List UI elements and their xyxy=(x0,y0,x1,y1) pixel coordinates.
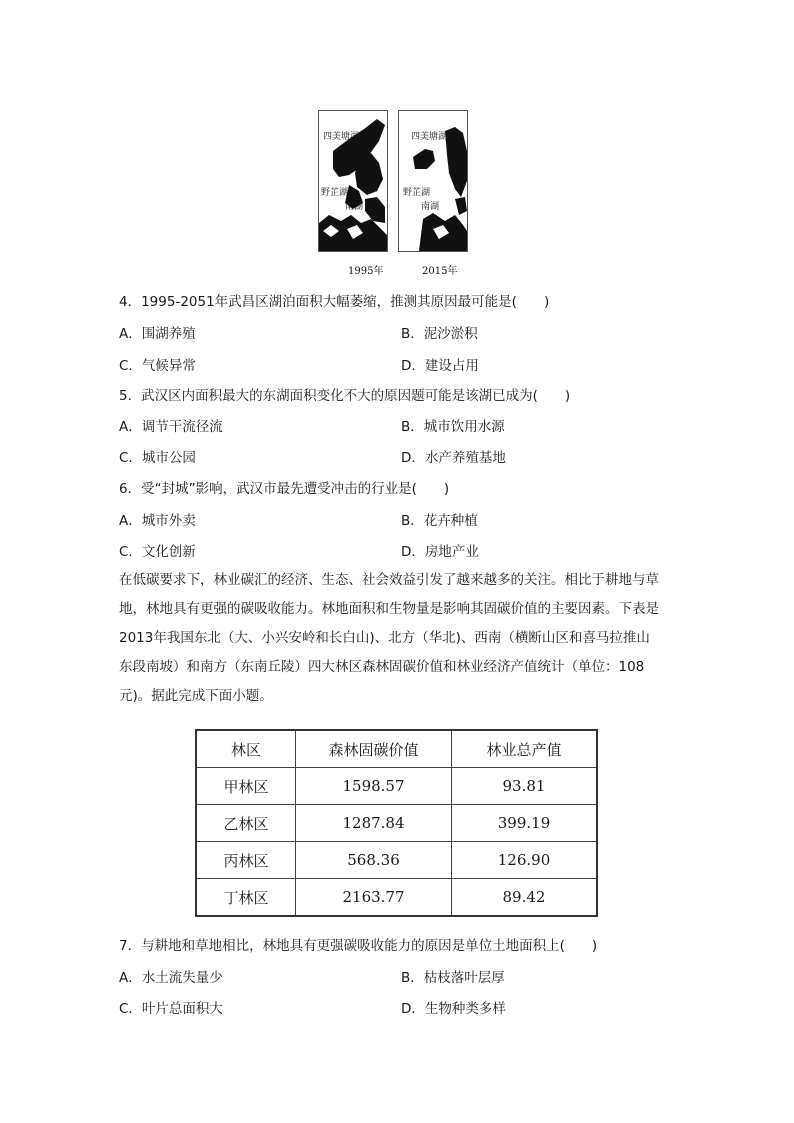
lake-maps-figure xyxy=(318,108,470,278)
table-cell: 2163.77 xyxy=(296,879,452,917)
q5-option-b[interactable]: B．城市饮用水源 xyxy=(401,419,505,435)
question-6: 6．受“封城”影响，武汉市最先遭受冲击的行业是( ) xyxy=(119,481,450,497)
table-cell: 126.90 xyxy=(452,842,598,879)
passage xyxy=(119,566,679,711)
question-4: 4．1995-2051年武昌区湖泊面积大幅萎缩，推测其原因最可能是( ) xyxy=(119,294,550,310)
map-2015-label-1: 四美塘湖 xyxy=(411,132,448,142)
map-1995-label-2: 野芷湖 xyxy=(321,188,349,198)
map-2015-label-3: 南湖 xyxy=(421,202,440,212)
table-cell: 1287.84 xyxy=(296,805,452,842)
table-cell: 乙林区 xyxy=(196,805,296,842)
q5-option-d[interactable]: D．水产养殖基地 xyxy=(401,450,506,466)
table-row xyxy=(196,842,597,879)
table-header: 林区 xyxy=(196,730,296,768)
q4-option-d[interactable]: D．建设占用 xyxy=(401,358,479,374)
q6-option-b[interactable]: B．花卉种植 xyxy=(401,513,478,529)
q7-option-d[interactable]: D．生物种类多样 xyxy=(401,1001,506,1017)
table-header: 森林固碳价值 xyxy=(296,730,452,768)
passage-line: 元)。据此完成下面小题。 xyxy=(119,688,273,704)
q6-option-d[interactable]: D．房地产业 xyxy=(401,544,479,560)
q7-option-b[interactable]: B．枯枝落叶层厚 xyxy=(401,970,505,986)
passage-line: 地，林地具有更强的碳吸收能力。林地面积和生物量是影响其固碳价值的主要因素。下表是 xyxy=(119,601,659,617)
table-header: 林业总产值 xyxy=(452,730,598,768)
q7-option-c[interactable]: C．叶片总面积大 xyxy=(119,1001,223,1017)
q4-option-a[interactable]: A．围湖养殖 xyxy=(119,326,196,342)
table-cell: 568.36 xyxy=(296,842,452,879)
map-2015-label-2: 野芷湖 xyxy=(403,188,431,198)
table-cell: 89.42 xyxy=(452,879,598,917)
table-header-row xyxy=(196,730,597,768)
question-5: 5．武汉区内面积最大的东湖面积变化不大的原因题可能是该湖已成为( ) xyxy=(119,388,571,404)
map-2015-year: 2015年 xyxy=(422,266,458,277)
question-7: 7．与耕地和草地相比，林地具有更强碳吸收能力的原因是单位土地面积上( ) xyxy=(119,938,598,954)
q4-option-b[interactable]: B．泥沙淤积 xyxy=(401,326,478,342)
passage-line: 在低碳要求下，林业碳汇的经济、生态、社会效益引发了越来越多的关注。相比于耕地与草 xyxy=(119,572,659,588)
table-cell: 丁林区 xyxy=(196,879,296,917)
q6-option-a[interactable]: A．城市外卖 xyxy=(119,513,196,529)
q7-option-a[interactable]: A．水土流失量少 xyxy=(119,970,223,986)
map-1995-year: 1995年 xyxy=(348,266,384,277)
forest-carbon-table xyxy=(195,729,598,917)
table-cell: 93.81 xyxy=(452,768,598,805)
q5-option-a[interactable]: A．调节干流径流 xyxy=(119,419,223,435)
table-cell: 甲林区 xyxy=(196,768,296,805)
table-row xyxy=(196,768,597,805)
passage-line: 2013年我国东北（大、小兴安岭和长白山)、北方（华北)、西南（横断山区和喜马拉推山 xyxy=(119,630,650,646)
table-cell: 399.19 xyxy=(452,805,598,842)
map-1995-label-3: 南湖 xyxy=(345,202,364,212)
table-row xyxy=(196,805,597,842)
q4-option-c[interactable]: C．气候异常 xyxy=(119,358,196,374)
table-cell: 1598.57 xyxy=(296,768,452,805)
table-row xyxy=(196,879,597,917)
q6-option-c[interactable]: C．文化创新 xyxy=(119,544,196,560)
map-2015 xyxy=(398,110,468,252)
q5-option-c[interactable]: C．城市公园 xyxy=(119,450,196,466)
table-cell: 丙林区 xyxy=(196,842,296,879)
passage-line: 东段南坡）和南方（东南丘陵）四大林区森林固碳价值和林业经济产值统计（单位：108 xyxy=(119,659,645,675)
map-1995-label-1: 四美塘湖 xyxy=(323,132,360,142)
map-1995 xyxy=(318,110,388,252)
